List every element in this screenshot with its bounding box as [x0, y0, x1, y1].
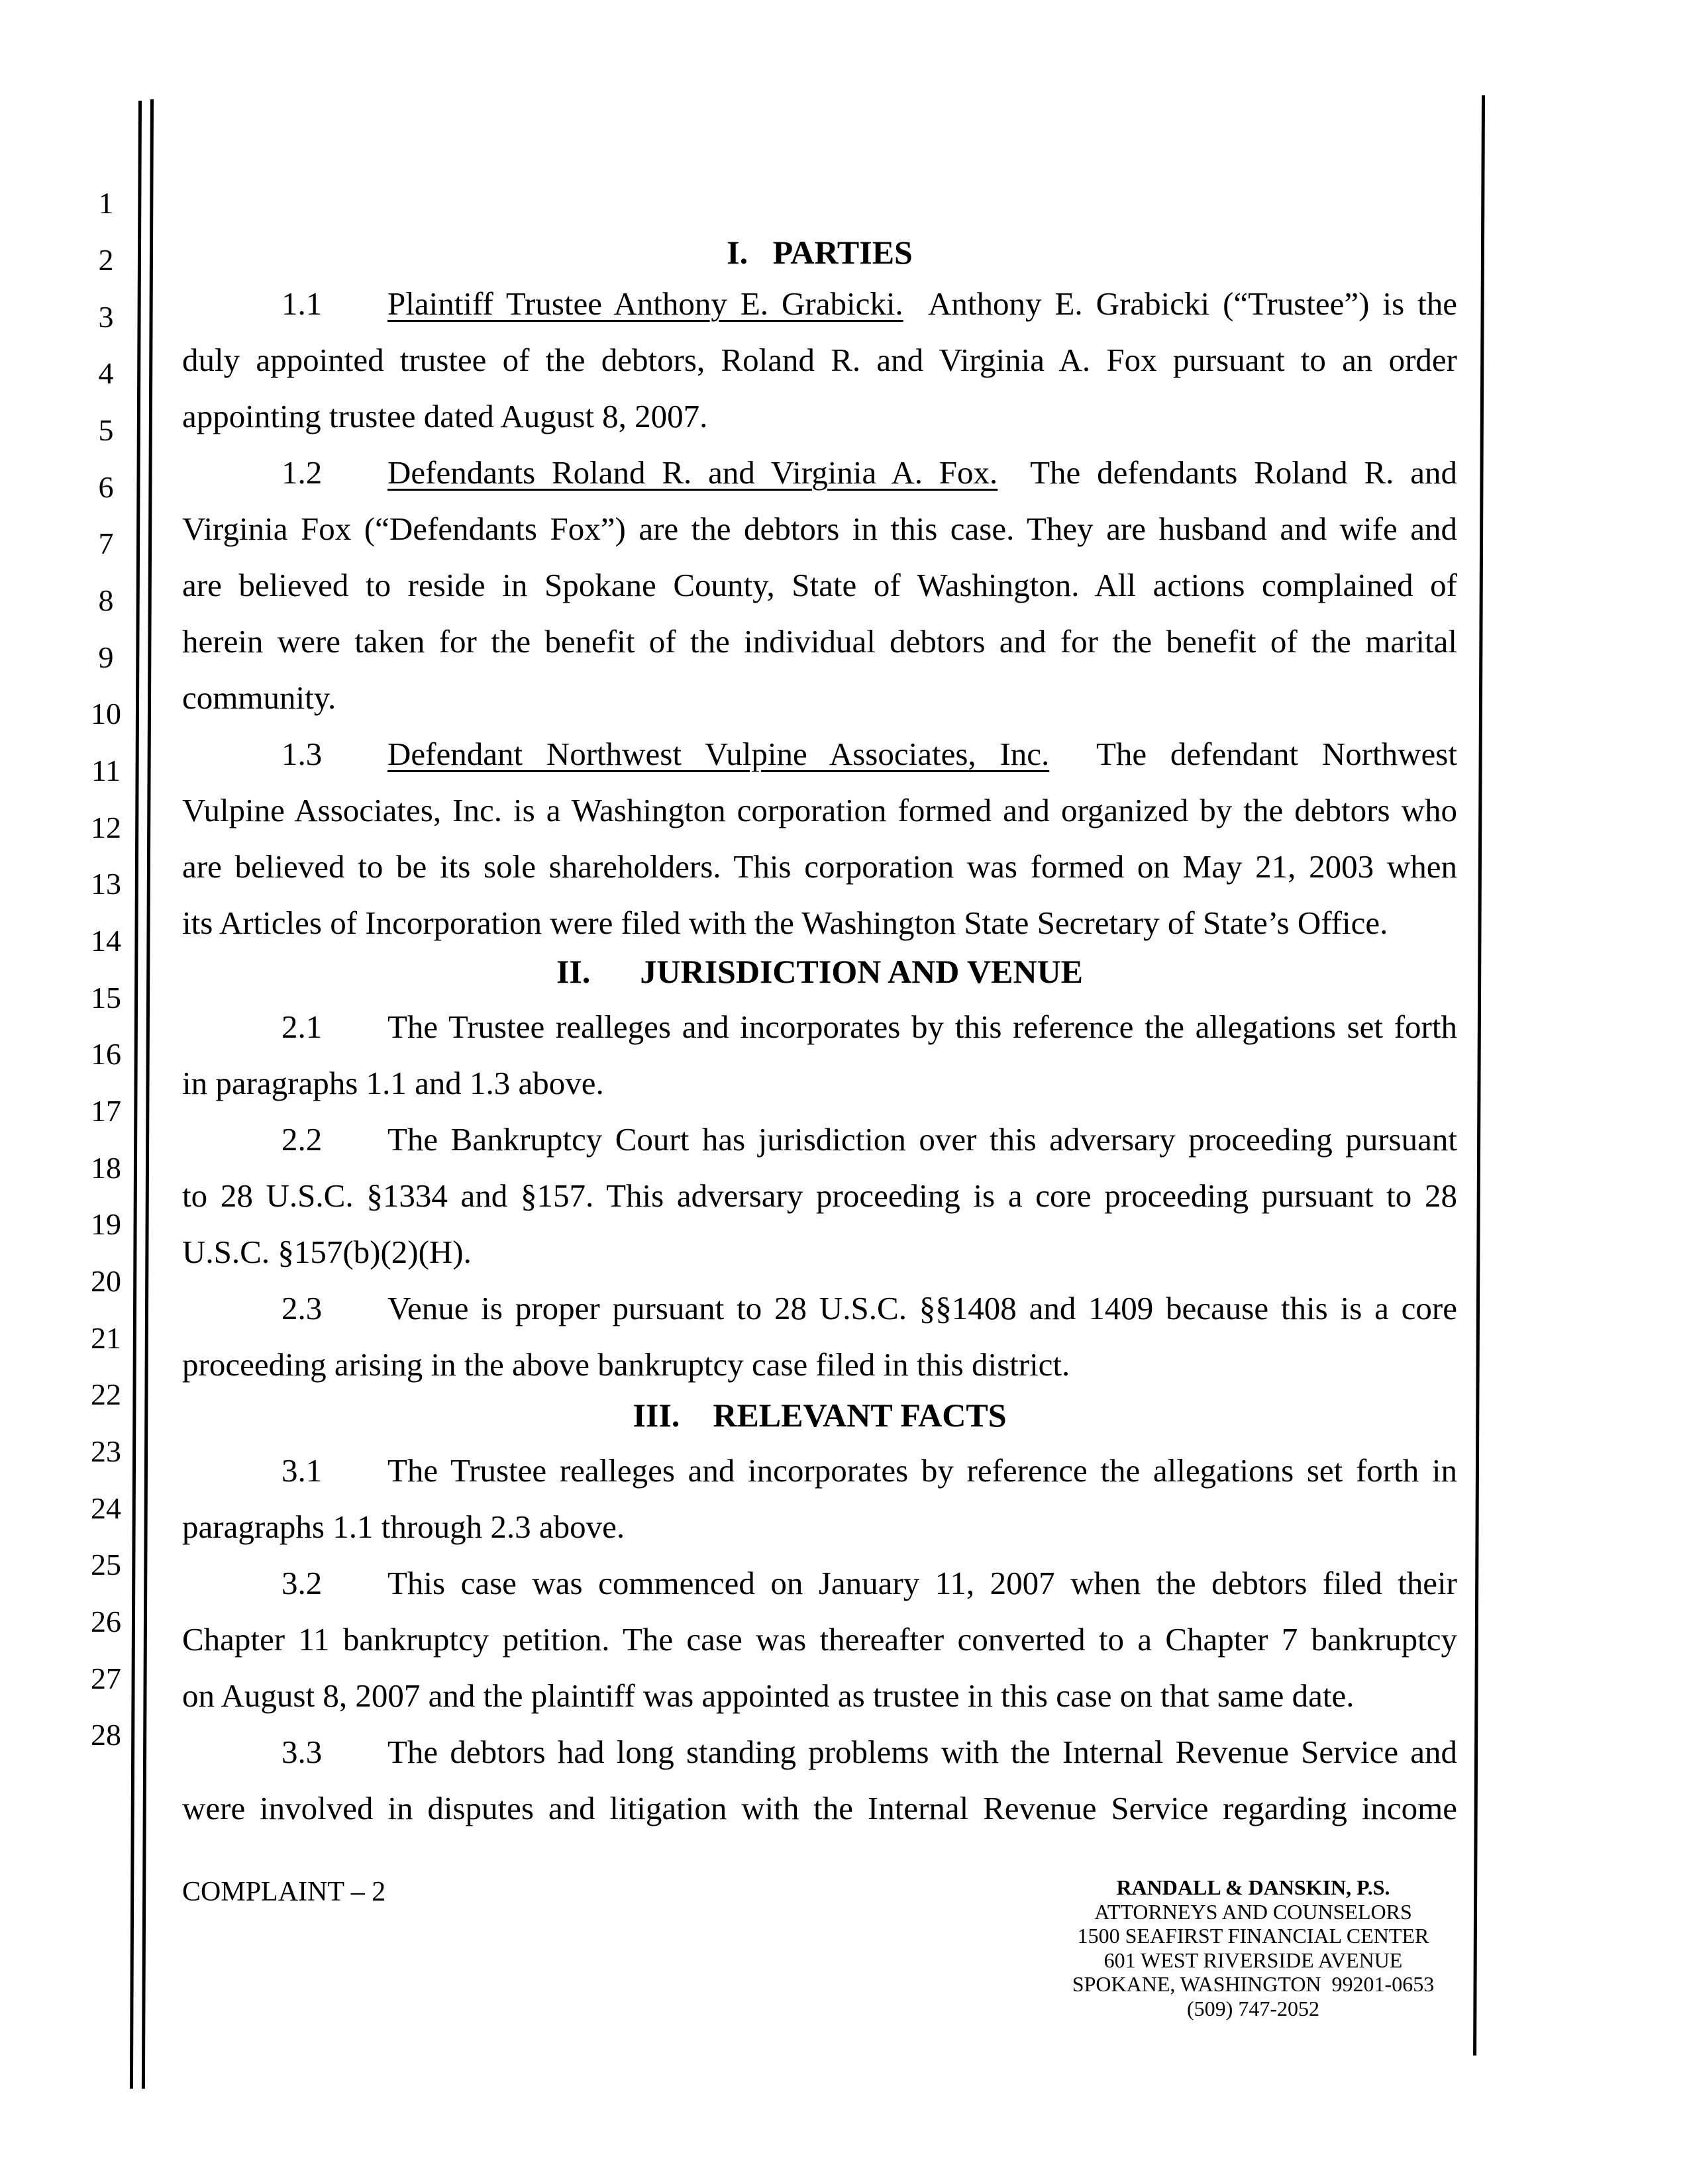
paragraph-1-2-line [282, 456, 1457, 489]
paragraph-number: 1.3 [282, 736, 323, 772]
paragraph-number: 3.2 [282, 1565, 323, 1601]
paragraph-text: The debtors had long standing problems with the Internal Revenue Service and [387, 1734, 1457, 1770]
paragraph-1-1-line [282, 287, 1457, 321]
body-line: herein were taken for the benefit of the individual debtors and for the benefit of the marital [182, 623, 1457, 660]
line-number: 23 [91, 1434, 121, 1468]
section-heading-relevant-facts: III. RELEVANT FACTS [633, 1397, 1007, 1434]
body-line: Virginia Fox (“Defendants Fox”) are the debtors in this case. They are husband and wife and [182, 511, 1457, 547]
line-number: 18 [91, 1151, 121, 1185]
line-number: 16 [91, 1037, 121, 1071]
body-line: paragraphs 1.1 through 2.3 above. [182, 1509, 625, 1545]
page-label: COMPLAINT – 2 [182, 1877, 386, 1907]
line-number: 14 [91, 924, 121, 958]
paragraph-title: Plaintiff Trustee Anthony E. Grabicki. [387, 285, 903, 322]
paragraph-number: 2.3 [282, 1290, 323, 1326]
paragraph-text: Anthony E. Grabicki (“Trustee”) is the [928, 285, 1457, 322]
body-line: are believed to reside in Spokane County, State of Washington. All actions complained of [182, 567, 1457, 603]
body-line: its Articles of Incorporation were filed with the Washington State Secretary of State’s Office. [182, 905, 1388, 941]
paragraph-text: The defendant Northwest [1096, 736, 1457, 772]
body-line: are believed to be its sole shareholders. This corporation was formed on May 21, 2003 when [182, 848, 1457, 885]
firm-subtitle: ATTORNEYS AND COUNSELORS [1094, 1899, 1412, 1924]
firm-address-1: 1500 SEAFIRST FINANCIAL CENTER [1077, 1924, 1429, 1948]
line-number: 7 [98, 526, 114, 560]
paragraph-1-3-line [282, 738, 1457, 771]
line-number: 11 [91, 754, 121, 787]
body-line: proceeding arising in the above bankruptcy case filed in this district. [182, 1346, 1070, 1383]
line-number: 24 [91, 1491, 121, 1525]
right-margin-rule [1473, 95, 1485, 2056]
paragraph-number: 2.1 [282, 1009, 323, 1045]
paragraph-2-2-line [282, 1123, 1457, 1156]
line-number: 2 [98, 243, 114, 277]
paragraph-text: The Trustee realleges and incorporates by this reference the allegations set forth [387, 1009, 1457, 1045]
section-heading-parties: I. PARTIES [727, 234, 913, 271]
line-number: 6 [98, 470, 114, 504]
line-number: 5 [98, 413, 114, 447]
body-line: were involved in disputes and litigation with the Internal Revenue Service regarding income [182, 1790, 1457, 1826]
firm-phone: (509) 747-2052 [1187, 1996, 1319, 2020]
paragraph-3-3-line [282, 1736, 1457, 1769]
left-margin-rule-inner [142, 99, 154, 2089]
paragraph-title: Defendants Roland R. and Virginia A. Fox. [387, 454, 998, 491]
line-number: 8 [98, 583, 114, 617]
line-number: 19 [91, 1207, 121, 1241]
paragraph-number: 2.2 [282, 1121, 323, 1158]
body-line: U.S.C. §157(b)(2)(H). [182, 1234, 472, 1270]
left-margin-rule-outer [130, 101, 142, 2089]
line-number: 1 [98, 186, 114, 220]
firm-block [1054, 1875, 1452, 2020]
body-line: community. [182, 679, 336, 716]
paragraph-text: The Bankruptcy Court has jurisdiction over this adversary proceeding pursuant [387, 1121, 1457, 1158]
line-number: 13 [91, 867, 121, 901]
paragraph-number: 1.1 [282, 285, 323, 322]
paragraph-2-1-line [282, 1011, 1457, 1044]
line-number: 21 [91, 1321, 121, 1355]
body-line: Chapter 11 bankruptcy petition. The case was thereafter converted to a Chapter 7 bankruptcy [182, 1621, 1457, 1658]
line-number: 10 [91, 697, 121, 730]
paragraph-2-3-line [282, 1292, 1457, 1325]
line-number: 17 [91, 1094, 121, 1128]
body-line: Vulpine Associates, Inc. is a Washington corporation formed and organized by the debtors who [182, 792, 1457, 828]
line-number: 28 [91, 1718, 121, 1752]
firm-city-state-zip: SPOKANE, WASHINGTON 99201-0653 [1072, 1972, 1435, 1996]
paragraph-number: 3.3 [282, 1734, 323, 1770]
paragraph-title: Defendant Northwest Vulpine Associates, Inc. [387, 736, 1050, 772]
body-line: on August 8, 2007 and the plaintiff was appointed as trustee in this case on that same date. [182, 1677, 1355, 1714]
body-line: to 28 U.S.C. §1334 and §157. This adversary proceeding is a core proceeding pursuant to 28 [182, 1177, 1457, 1214]
line-number: 26 [91, 1605, 121, 1638]
body-line: in paragraphs 1.1 and 1.3 above. [182, 1065, 604, 1101]
paragraph-text: Venue is proper pursuant to 28 U.S.C. §§1408 and 1409 because this is a core [387, 1290, 1457, 1326]
paragraph-3-1-line [282, 1454, 1457, 1487]
line-number: 22 [91, 1377, 121, 1411]
paragraph-text: The defendants Roland R. and [1030, 454, 1457, 491]
line-number: 12 [91, 811, 121, 844]
body-line: appointing trustee dated August 8, 2007. [182, 398, 708, 434]
paragraph-text: The Trustee realleges and incorporates by reference the allegations set forth in [387, 1452, 1457, 1489]
section-heading-jurisdiction: II. JURISDICTION AND VENUE [556, 953, 1084, 990]
line-number: 3 [98, 300, 114, 334]
line-number: 15 [91, 981, 121, 1015]
line-number: 20 [91, 1264, 121, 1298]
firm-address-2: 601 WEST RIVERSIDE AVENUE [1103, 1948, 1403, 1972]
paragraph-3-2-line [282, 1567, 1457, 1600]
line-number: 25 [91, 1548, 121, 1581]
firm-name: RANDALL & DANSKIN, P.S. [1116, 1875, 1390, 1899]
paragraph-number: 3.1 [282, 1452, 323, 1489]
body-line: duly appointed trustee of the debtors, Roland R. and Virginia A. Fox pursuant to an order [182, 342, 1457, 378]
line-number: 27 [91, 1662, 121, 1695]
paragraph-number: 1.2 [282, 454, 323, 491]
line-number: 9 [98, 640, 114, 674]
line-number: 4 [98, 356, 114, 390]
paragraph-text: This case was commenced on January 11, 2007 when the debtors filed their [387, 1565, 1457, 1601]
